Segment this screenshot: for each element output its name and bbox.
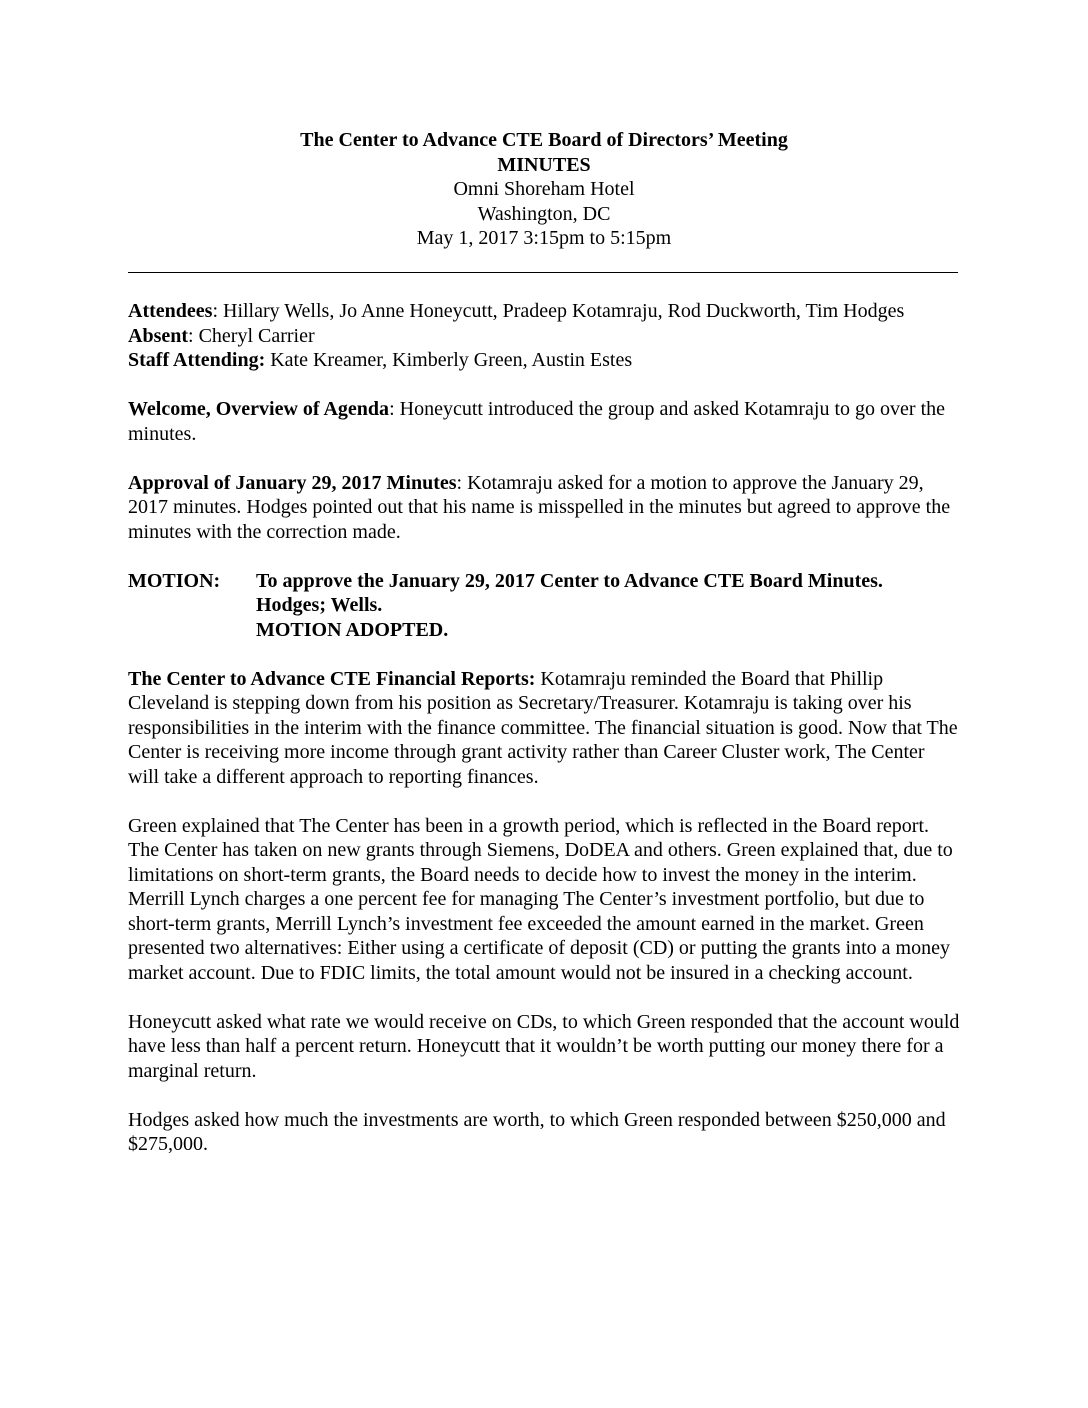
minutes-heading: MINUTES	[497, 153, 591, 176]
motion-label: MOTION:	[128, 569, 221, 592]
motion-text	[256, 569, 883, 643]
staff-line	[128, 348, 960, 373]
motion-block	[128, 569, 960, 643]
staff-label: Staff Attending:	[128, 349, 266, 371]
approval-paragraph	[128, 471, 960, 545]
document-header	[130, 128, 958, 251]
venue: Omni Shoreham Hotel	[453, 178, 635, 200]
approval-label: Approval of January 29, 2017 Minutes	[128, 471, 457, 494]
welcome-paragraph	[128, 397, 960, 446]
motion-line-3: MOTION ADOPTED.	[256, 618, 449, 641]
absent-label: Absent	[128, 324, 189, 347]
attendance-block	[128, 299, 960, 373]
minutes-body	[128, 299, 960, 1181]
financial-label: The Center to Advance CTE Financial Reports:	[128, 667, 536, 690]
staff-list: Kate Kreamer, Kimberly Green, Austin Estes	[265, 349, 633, 371]
financial-text: Kotamraju reminded the Board that Phillip Cleveland is stepping down from his position as Secretary/Treasurer. Kotamraju is taking over his responsibilities in the interim with the finance committee. The financial situation is good. Now that The Center is receiving more income through grant activity rather than Career Cluster work, The Center will take a different approach to reporting finances.	[128, 667, 958, 788]
header-divider	[128, 272, 958, 273]
motion-line-2: Hodges; Wells.	[256, 594, 383, 616]
attendees-list: : Hillary Wells, Jo Anne Honeycutt, Pradeep Kotamraju, Rod Duckworth, Tim Hodges	[212, 300, 905, 322]
paragraph-green: Green explained that The Center has been in a growth period, which is reflected in the Board report. The Center has taken on new grants through Siemens, DoDEA and others. Green explained that, due to limitations on short-term grants, the Board needs to decide how to invest the money in the interim. Merrill Lynch charges a one percent fee for managing The Center’s investment portfolio, but due to short-term grants, Merrill Lynch’s investment fee exceeded the amount earned in the market. Green presented two alternatives: Either using a certificate of deposit (CD) or putting the grants into a money market account. Due to FDIC limits, the total amount would not be insured in a checking account.	[128, 814, 953, 984]
welcome-label: Welcome, Overview of Agenda	[128, 398, 390, 420]
paragraph-hodges: Hodges asked how much the investments are worth, to which Green responded between $250,000 and $275,000.	[128, 1108, 946, 1155]
city: Washington, DC	[477, 202, 611, 225]
paragraph-honeycutt: Honeycutt asked what rate we would receive on CDs, to which Green responded that the account would have less than half a percent return. Honeycutt that it wouldn’t be worth putting our money there for a marginal return.	[128, 1010, 960, 1082]
approval-text: : Kotamraju asked for a motion to approve the January 29, 2017 minutes. Hodges pointed out that his name is misspelled in the minutes but agreed to approve the minutes with the correction made.	[128, 471, 951, 543]
absent-line	[128, 324, 960, 349]
attendees-label: Attendees	[128, 300, 213, 322]
absent-list: : Cheryl Carrier	[188, 324, 315, 347]
meeting-datetime: May 1, 2017 3:15pm to 5:15pm	[416, 227, 672, 249]
motion-line-1: To approve the January 29, 2017 Center to Advance CTE Board Minutes.	[256, 569, 883, 592]
welcome-text: : Honeycutt introduced the group and asked Kotamraju to go over the minutes.	[128, 398, 946, 445]
financial-paragraph	[128, 667, 960, 790]
attendees-line	[128, 299, 960, 324]
meeting-title: The Center to Advance CTE Board of Directors’ Meeting	[300, 129, 788, 151]
